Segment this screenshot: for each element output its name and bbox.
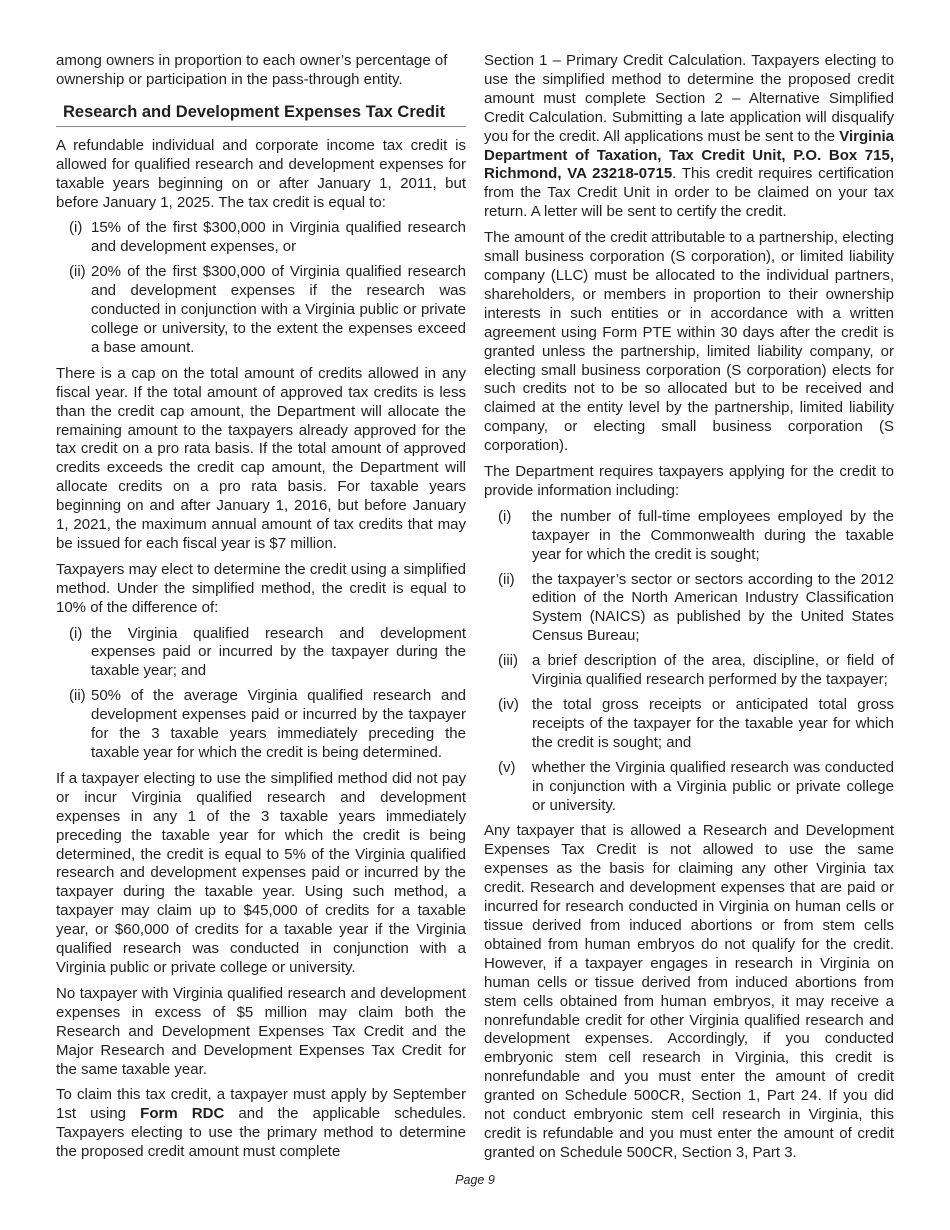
list-item-number: (ii)	[69, 687, 86, 705]
list-item-number: (v)	[498, 758, 516, 776]
list-item-number: (ii)	[498, 570, 515, 588]
list-item-number: (iv)	[498, 696, 519, 713]
paragraph-pass-through-allocation: The amount of the credit attributable to a partnership, electing small business corporation (S corporation), or limited liability company (LLC) must be allocated to the individual partners, shareholders, or members in proportion to their ownership interests in such entities or in accordance with a written agreement using Form PTE within 30 days after the credit is granted unless the partnership, limited liability company, or electing small business corporation (S corporation) elects for such credits not to be so allocated but to be received and claimed at the entity level by the partnership, limited liability company, or electing small business corporation (S corporation).	[484, 229, 894, 455]
text-run: To claim this tax credit, a taxpayer must apply by September 1st using	[56, 1086, 466, 1123]
list-item	[484, 759, 894, 816]
paragraph-simplified-method: Taxpayers may elect to determine the credit using a simplified method. Under the simplified method, the credit is equal to 10% of the difference of:	[56, 560, 466, 616]
list-item	[484, 652, 894, 690]
list-item-text: the Virginia qualified research and development expenses paid or incurred by the taxpayer during the taxable year; and	[91, 624, 466, 680]
text-run: and the applicable schedules. Taxpayers electing to use the primary method to determine the proposed credit amount must complete	[56, 1105, 466, 1161]
paragraph-stem-cell-research: Any taxpayer that is allowed a Research and Development Expenses Tax Credit is not allowed to use the same expenses as the basis for claiming any other Virginia tax credit. Research and development expenses that are paid or incurred for research conducted in Virginia on human cells or tissue derived from induced abortions or from stem cells obtained from human embryos do not qualify for the credit. However, if a taxpayer engages in research in Virginia on human cells or tissue derived from induced abortions from stem cells obtained from human embryos, it may receive a nonrefundable credit for other Virginia qualified research and development expenses. Accordingly, if you conducted embryonic stem cell research in Virginia, this credit is nonrefundable and you must enter the amount of credit granted on Schedule 500CR, Section 1, Part 24. If you did not conduct embryonic stem cell research in Virginia, this credit is refundable and you must enter the amount of credit granted on Schedule 500CR, Section 3, Part 3.	[484, 822, 894, 1161]
form-name-bold: Form RDC	[140, 1105, 225, 1123]
list-item	[56, 687, 466, 763]
list-item	[56, 625, 466, 682]
required-information-list	[484, 508, 894, 816]
list-item-text: 15% of the first $300,000 in Virginia qualified research and development expenses, or	[91, 219, 466, 256]
paragraph-credit-cap: There is a cap on the total amount of credits allowed in any fiscal year. If the total amount of approved tax credits is less than the credit cap amount, the Department will allocate the remaining amount to the taxpayers already approved for the tax credit on a pro rata basis. If the total amount of approved credits exceeds the credit cap amount, the Department will allocate credits on a pro rata basis. For taxable years beginning on and after January 1, 2016, but before January 1, 2021, the maximum annual amount of tax credits that may be issued for each fiscal year is $7 million.	[56, 364, 466, 552]
list-item	[484, 696, 894, 753]
list-item-number: (i)	[498, 507, 512, 525]
list-item-number: (i)	[69, 219, 83, 237]
intro-paragraph: among owners in proportion to each owner’s percentage of ownership or participation in the pass-through entity.	[56, 52, 448, 88]
list-item-text: 50% of the average Virginia qualified research and development expenses paid or incurred by the taxpayer for the 3 taxable years immediately preceding the taxable year for which the credit is being determined.	[91, 687, 466, 761]
list-item-text: the taxpayer’s sector or sectors according to the 2012 edition of the North American Industry Classification System (NAICS) as published by the United States Census Bureau;	[532, 570, 894, 645]
left-column	[56, 52, 466, 1169]
list-item-number: (ii)	[69, 263, 86, 281]
paragraph-simplified-fallback: If a taxpayer electing to use the simplified method did not pay or incur Virginia qualified research and development expenses in any 1 of the 3 taxable years immediately preceding the taxable year for which the credit is being determined, the credit is equal to 5% of the Virginia qualified research and development expenses paid or incurred by the taxpayer during the taxable year. Using such method, a taxpayer may claim up to $45,000 of credits for a taxable year, or $60,000 of credits for a taxable year if the Virginia qualified research was conducted in conjunction with a Virginia public or private college or university.	[56, 769, 466, 976]
list-item-number: (i)	[69, 624, 83, 642]
list-item	[56, 219, 466, 257]
list-item-number: (iii)	[498, 652, 518, 670]
credit-rate-list	[56, 219, 466, 357]
list-item-text: whether the Virginia qualified research was conducted in conjunction with a Virginia public or private college or university.	[532, 758, 894, 814]
list-item-text: a brief description of the area, discipline, or field of Virginia qualified research performed by the taxpayer;	[532, 652, 894, 689]
text-run: . This credit requires certification from the Tax Credit Unit in order to be claimed on your tax return. A letter will be sent to certify the credit.	[484, 165, 894, 221]
list-item	[56, 263, 466, 358]
list-item-text: 20% of the first $300,000 of Virginia qualified research and development expenses if the research was conducted in conjunction with a Virginia public or private college or university, to the extent the expenses exceed a base amount.	[91, 263, 466, 356]
list-item-text: the total gross receipts or anticipated total gross receipts of the taxpayer for the taxable year for which the credit is sought; and	[532, 696, 894, 751]
paragraph-how-to-claim	[56, 1086, 466, 1162]
right-column	[484, 52, 894, 1170]
list-item-text: the number of full-time employees employed by the taxpayer in the Commonwealth during the taxable year for which the credit is sought;	[532, 507, 894, 563]
paragraph-major-rd-limit: No taxpayer with Virginia qualified research and development expenses in excess of $5 million may claim both the Research and Development Expenses Tax Credit and the Major Research and Development Expenses Tax Credit for the same taxable year.	[56, 984, 466, 1078]
text-run: Section 1 – Primary Credit Calculation. Taxpayers electing to use the simplified method to determine the proposed credit amount must complete Section 2 – Alternative Simplified Credit Calculation. Submitting a late application will disqualify you for the credit. All applications must be sent to the	[484, 52, 894, 145]
paragraph-required-information: The Department requires taxpayers applying for the credit to provide information including:	[484, 463, 894, 499]
paragraph-application-address	[484, 52, 894, 222]
page-number: Page 9	[455, 1173, 495, 1187]
address-bold: Virginia Department of Taxation, Tax Credit Unit, P.O. Box 715, Richmond, VA 23218-0715	[484, 127, 894, 183]
list-item	[484, 571, 894, 647]
list-item	[484, 508, 894, 565]
section-heading: Research and Development Expenses Tax Credit	[56, 102, 466, 127]
simplified-method-list	[56, 625, 466, 763]
paragraph-credit-overview: A refundable individual and corporate income tax credit is allowed for qualified research and development expenses for taxable years beginning on or after January 1, 2011, but before January 1, 2025. The tax credit is equal to:	[56, 136, 466, 211]
